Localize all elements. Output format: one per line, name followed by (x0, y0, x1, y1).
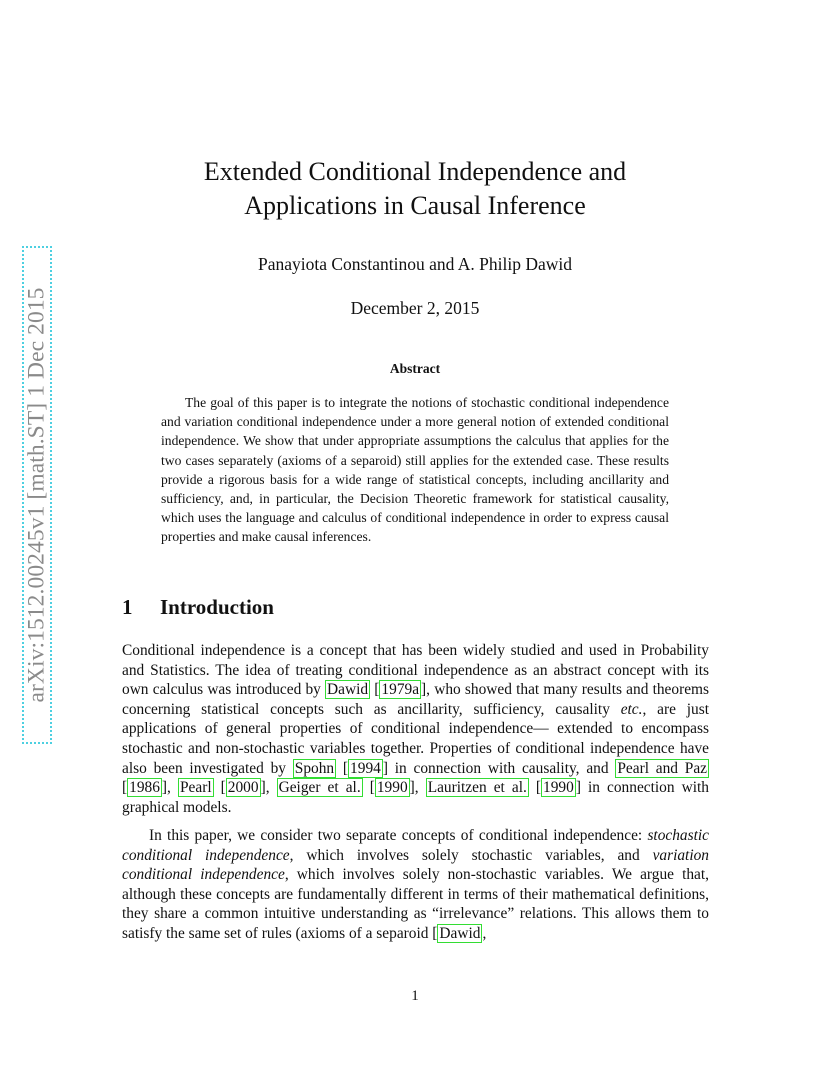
title-line-2: Applications in Causal Inference (244, 191, 586, 220)
text-run: ] in connection with causality, and (382, 759, 616, 777)
title-line-1: Extended Conditional Independence and (203, 157, 627, 186)
text-run: ], (260, 779, 277, 797)
citation-link-1990-geiger[interactable]: 1990 (376, 779, 408, 797)
section-title: Introduction (160, 595, 274, 619)
text-run: , (482, 924, 487, 942)
citation-link-1990-lauritzen[interactable]: 1990 (543, 779, 574, 797)
text-run: [ (362, 779, 375, 797)
emphasis-text: variation conditional independence (122, 846, 709, 884)
text-run: , are just applications of general properties of conditional independence— extended to encompass stochastic and non-stochastic variables together. Properties of conditional independence have also been investigated by (122, 700, 709, 777)
text-run: [ (336, 759, 349, 777)
text-run: Conditional independence is a concept that has been widely studied and used in Probability and Statistics. The idea of treating conditional independence as an abstract concept with its own calculus was introduced by (122, 642, 709, 699)
citation-link-2000[interactable]: 2000 (227, 779, 259, 797)
citation-link-1979a[interactable]: 1979a (381, 681, 420, 699)
citation-link-geiger-et-al[interactable]: Geiger et al. (278, 779, 361, 797)
abstract-heading: Abstract (389, 361, 441, 376)
text-run: [ (213, 779, 226, 797)
text-run: , which involves solely stochastic variables, and (289, 846, 653, 864)
abstract-body: The goal of this paper is to integrate the notions of stochastic conditional independence and variation conditional independence under a more general notion of extended conditional independence. We show that under appropriate assumptions the calculus that applies for the two cases separately (axioms of a separoid) still applies for the extended case. These results provide a rigorous basis for a wide range of statistical concepts, including ancillarity and sufficiency, and, in particular, the Decision Theoretic framework for statistical causality, which uses the language and calculus of conditional independence in order to express causal properties and make causal inferences. (161, 395, 669, 545)
citation-link-spohn[interactable]: Spohn (294, 759, 335, 777)
citation-link-1994[interactable]: 1994 (350, 759, 381, 777)
text-run: In this paper, we consider two separate concepts of conditional independence: (149, 827, 648, 844)
text-run: ] in connection with graphical models. (122, 779, 709, 816)
intro-paragraph-2 (122, 826, 709, 944)
arxiv-identifier-text: arXiv:1512.00245v1 [math.ST] 1 Dec 2015 (23, 287, 50, 703)
section-heading (122, 595, 682, 620)
text-run: [ (370, 681, 380, 699)
text-run: ], (409, 779, 426, 797)
paper-title (120, 155, 710, 223)
paper-authors: Panayiota Constantinou and A. Philip Dawid (257, 254, 572, 274)
citation-link-pearl-and-paz[interactable]: Pearl and Paz (617, 759, 707, 777)
intro-paragraph-1 (122, 641, 709, 817)
citation-link-dawid[interactable]: Dawid (327, 681, 369, 699)
citation-link-lauritzen-et-al[interactable]: Lauritzen et al. (427, 779, 527, 797)
page-number: 1 (411, 988, 419, 1004)
section-number: 1 (122, 595, 133, 619)
citation-link-pearl[interactable]: Pearl (179, 779, 212, 797)
citation-link-dawid-2[interactable]: Dawid (439, 924, 481, 942)
paper-date: December 2, 2015 (350, 298, 480, 318)
text-run: ], (161, 779, 178, 797)
arxiv-identifier-stamp[interactable] (22, 246, 52, 744)
text-run: [ (528, 779, 542, 797)
emphasis-text: stochastic conditional independence (122, 827, 709, 864)
text-run: , which involves solely non-stochastic variables. We argue that, although these concepts are fundamentally different in terms of their mathematical definitions, they share a common intuitive understanding as “irrelevance” relations. This allows them to satisfy the same set of rules (axioms of a separoid [ (122, 866, 710, 942)
citation-link-1986[interactable]: 1986 (129, 779, 160, 797)
text-run: ], who showed that many results and theorems concerning statistical concepts such as ancillarity, sufficiency, causality (122, 681, 709, 718)
emphasis-text: etc. (620, 700, 643, 718)
text-run: [ (122, 779, 128, 797)
